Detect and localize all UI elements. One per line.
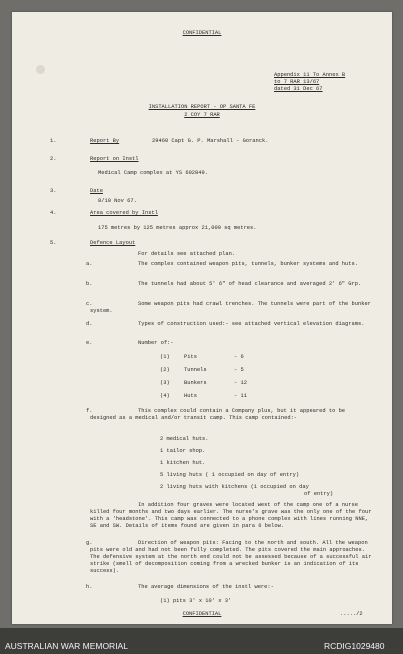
para-a-text: The complex contained weapon pits, tunnels, bunker systems and huts. xyxy=(138,261,358,267)
page-continuation: ...../2 xyxy=(340,611,363,617)
item-1-value: 29460 Capt G. P. Marshall - Goranck. xyxy=(152,138,269,144)
item-3-label: Date xyxy=(90,188,103,194)
item-5-number: 5. xyxy=(50,240,57,246)
count-idx: (2) xyxy=(160,367,170,373)
count-name: Pits xyxy=(184,354,197,360)
count-value: - 12 xyxy=(234,380,247,386)
count-idx: (3) xyxy=(160,380,170,386)
para-d-label: d. xyxy=(86,321,93,327)
archive-id: RCDIG1029480 xyxy=(324,641,385,651)
appendix-line-3: dated 31 Dec 67 xyxy=(274,86,323,92)
para-b-text: The tunnels had about 5' 6" of head clearance and averaged 2' 6" Grp. xyxy=(138,281,362,287)
graves-paragraph: In addition four graves were located west of the camp one of a nurse killed four months and two days earlier. The nurse's grave was the only one of the four with a 'headstone'. This camp was connected to a phone complex with lines running NNE, SE and SW. Details of items found are given in para 6 below. xyxy=(90,502,372,529)
item-4-value: 175 metres by 125 metres approx 21,000 sq metres. xyxy=(98,225,257,231)
report-subtitle: 2 COY 7 RAR xyxy=(184,112,220,118)
item-5-label: Defence Layout xyxy=(90,240,136,246)
para-e-text: Number of:- xyxy=(138,340,174,346)
camp-item: of entry) xyxy=(304,491,334,497)
item-4-number: 4. xyxy=(50,210,57,216)
item-4-label: Area covered by Instl xyxy=(90,210,158,216)
camp-item: 5 living huts ( 1 occupied on day of entry) xyxy=(160,472,300,478)
camp-item: 2 medical huts. xyxy=(160,436,209,442)
item-1-number: 1. xyxy=(50,138,57,144)
camp-item: 2 living huts with kitchens (1 occupied on day xyxy=(160,484,309,490)
count-idx: (4) xyxy=(160,393,170,399)
item-2-number: 2. xyxy=(50,156,57,162)
archive-name: AUSTRALIAN WAR MEMORIAL xyxy=(5,641,128,651)
para-f-label: f. xyxy=(86,408,93,414)
para-a-label: a. xyxy=(86,261,93,267)
camp-item: 1 kitchen hut. xyxy=(160,460,206,466)
count-idx: (1) xyxy=(160,354,170,360)
count-value: - 11 xyxy=(234,393,247,399)
camp-item: 1 tailor shop. xyxy=(160,448,206,454)
para-b-label: b. xyxy=(86,281,93,287)
para-h1-text: (1) pits 3' x 10' x 3' xyxy=(160,598,232,604)
punch-hole xyxy=(36,65,45,74)
para-g-text: Direction of weapon pits: Facing to the north and south. All the weapon pits were old and had not been fully completed. The pits covered the main approaches. The defensive system at the north end could not be assessed because of a successful air strike (smell of decomposition coming from a wrecked bunker is an indication of its success). xyxy=(90,540,372,574)
classification-top: CONFIDENTIAL xyxy=(182,30,222,36)
item-2-value: Medical Camp complex at YS 602849. xyxy=(98,170,208,176)
count-value: - 6 xyxy=(234,354,244,360)
count-name: Huts xyxy=(184,393,197,399)
report-title: INSTALLATION REPORT - OP SANTA FE xyxy=(148,104,256,110)
para-h-text: The average dimensions of the instl were:- xyxy=(138,584,274,590)
item-2-label: Report on Instl xyxy=(90,156,139,162)
item-1-label: Report By xyxy=(90,138,120,144)
item-3-value: 8/10 Nov 67. xyxy=(98,198,137,204)
classification-bottom: CONFIDENTIAL xyxy=(182,611,222,617)
para-c-text: Some weapon pits had crawl trenches. The tunnels were part of the bunker system. xyxy=(90,301,371,314)
para-d-text: Types of construction used:- see attached vertical elevation diagrams. xyxy=(138,321,365,327)
appendix-line-2: to 7 RAR 13/67 xyxy=(274,79,320,85)
count-name: Tunnels xyxy=(184,367,207,373)
defence-plan: For details see attached plan. xyxy=(138,251,236,257)
para-f-text: This complex could contain a Company plus, but it appeared to be designed as a medical and/or transit camp. This camp contained:- xyxy=(90,408,346,421)
para-g-label: g. xyxy=(86,540,93,546)
appendix-line-1: Appendix 11 To Annex B xyxy=(274,72,346,78)
para-c-label: c. xyxy=(86,301,93,307)
item-3-number: 3. xyxy=(50,188,57,194)
para-h-label: h. xyxy=(86,584,93,590)
archive-footer xyxy=(0,628,403,654)
para-e-label: e. xyxy=(86,340,93,346)
count-value: - 5 xyxy=(234,367,244,373)
document-page xyxy=(12,12,392,624)
count-name: Bunkers xyxy=(184,380,207,386)
